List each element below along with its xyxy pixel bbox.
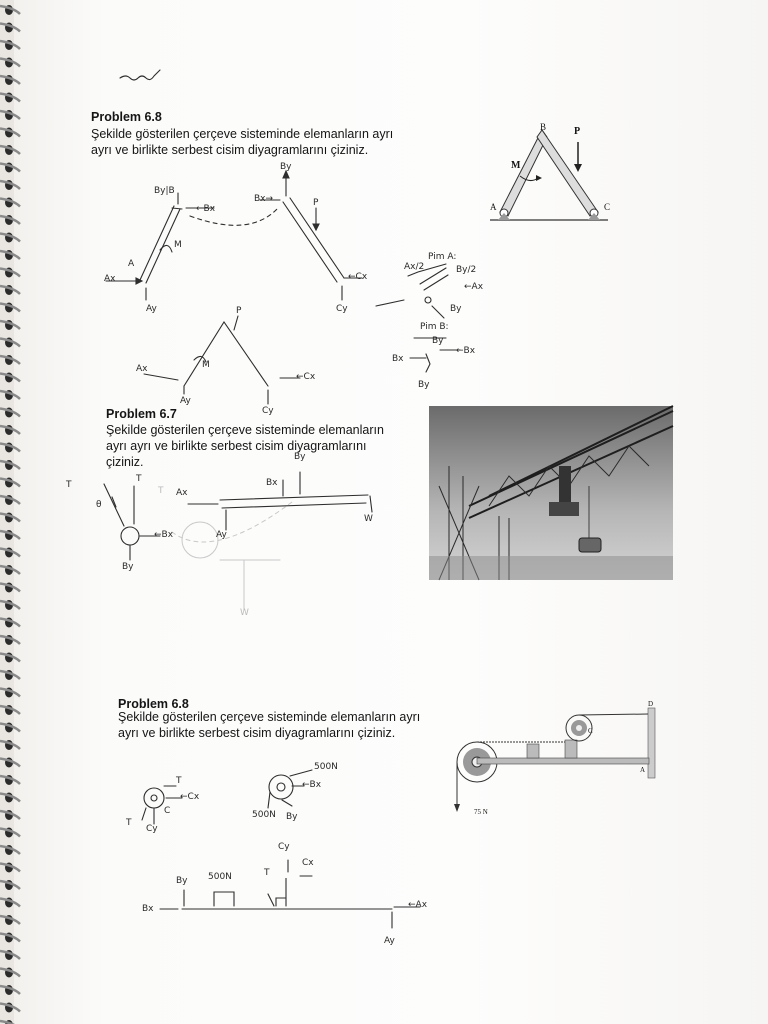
hw-label: Bx [266, 478, 278, 488]
hw-label: θ [96, 500, 102, 510]
hw-label: W [240, 608, 249, 618]
hw-label: By [286, 812, 298, 822]
hw-label: ←Bx [456, 346, 476, 356]
problem-title: Problem 6.7 [106, 407, 177, 421]
hw-label: Ay [216, 530, 227, 540]
hw-label: T [158, 486, 164, 496]
pulley-figure [455, 700, 665, 820]
hw-label: By [432, 336, 444, 346]
label-p: P [574, 126, 581, 137]
hw-label: Ax [104, 274, 116, 284]
hw-label: Ax/2 [404, 262, 425, 272]
hw-label: A [128, 259, 135, 269]
hw-label: W [364, 514, 373, 524]
hw-label: ←Cx [348, 272, 368, 282]
hw-label: Ay [384, 936, 395, 946]
hw-label: Pim B: [420, 322, 449, 332]
hw-label: By/2 [456, 265, 477, 275]
hw-label: Cy [336, 304, 348, 314]
label-d: D [648, 700, 654, 708]
problem-text-line: ayrı ayrı ve birlikte serbest cisim diyagramlarını [106, 439, 367, 453]
hw-label: T [136, 474, 142, 484]
hw-label: M [202, 360, 210, 370]
hw-label: ←Cx [296, 372, 316, 382]
hw-label: ←Ax [464, 282, 484, 292]
hw-label: 500N [314, 762, 338, 772]
label-c2: C [588, 727, 593, 735]
hw-label: Bx [392, 354, 404, 364]
hw-label: By [294, 452, 306, 462]
hw-label: Cy [262, 406, 274, 416]
hw-label: 500N [252, 810, 276, 820]
hw-label: Ax [136, 364, 148, 374]
hw-label: T [66, 480, 72, 490]
hw-label: Bx→ [254, 194, 274, 204]
label-m: M [511, 160, 521, 171]
label-b: B [540, 122, 547, 132]
label-c: C [604, 202, 611, 212]
hw-label: Ay [180, 396, 191, 406]
hw-label: Ax [176, 488, 188, 498]
hw-label: By [280, 162, 292, 172]
hw-label: P [236, 306, 242, 316]
hw-label: Cy [278, 842, 290, 852]
hw-label: ←Bx [196, 204, 216, 214]
problem-text [106, 422, 416, 470]
hw-label: By|B [154, 186, 175, 196]
hw-label: By [418, 380, 430, 390]
hw-label: Cx [302, 858, 314, 868]
hw-label: 500N [208, 872, 232, 882]
problem-title: Problem 6.8 [118, 697, 189, 711]
hw-label: Bx [142, 904, 154, 914]
hw-label: Cy [146, 824, 158, 834]
label-a: A [490, 202, 497, 212]
problem-text-line: çiziniz. [106, 455, 144, 469]
hw-label: By [176, 876, 188, 886]
hw-label: ←Bx [302, 780, 322, 790]
problem-text-line: Şekilde gösterilen çerçeve sisteminde elemanların ayrı [118, 710, 421, 724]
problem-text-line: Şekilde gösterilen çerçeve sisteminde elemanların ayrı [91, 127, 394, 141]
hw-label: T [264, 868, 270, 878]
problem-text-line: ayrı ve birlikte serbest cisim diyagramlarını çiziniz. [118, 726, 396, 740]
hw-label: By [122, 562, 134, 572]
problem-text-line: ayrı ve birlikte serbest cisim diyagramlarını çiziniz. [91, 143, 369, 157]
hw-label: M [174, 240, 182, 250]
hw-label: P [313, 198, 319, 208]
crane-photo [429, 406, 673, 580]
hw-label: Ay [146, 304, 157, 314]
problem-title: Problem 6.8 [91, 110, 162, 124]
hw-label: Pim A: [428, 252, 457, 262]
load-label: 75 N [474, 808, 488, 816]
hw-label: ←Ax [408, 900, 428, 910]
problem-text-line: Şekilde gösterilen çerçeve sisteminde elemanların [106, 423, 384, 437]
hw-label: C [164, 806, 171, 816]
hw-label: ←Bx [154, 530, 174, 540]
hw-label: T [126, 818, 132, 828]
hw-label: ←Cx [180, 792, 200, 802]
label-a2: A [640, 766, 646, 774]
hw-label: T [176, 776, 182, 786]
problem-text [118, 709, 448, 741]
hw-label: By [450, 304, 462, 314]
